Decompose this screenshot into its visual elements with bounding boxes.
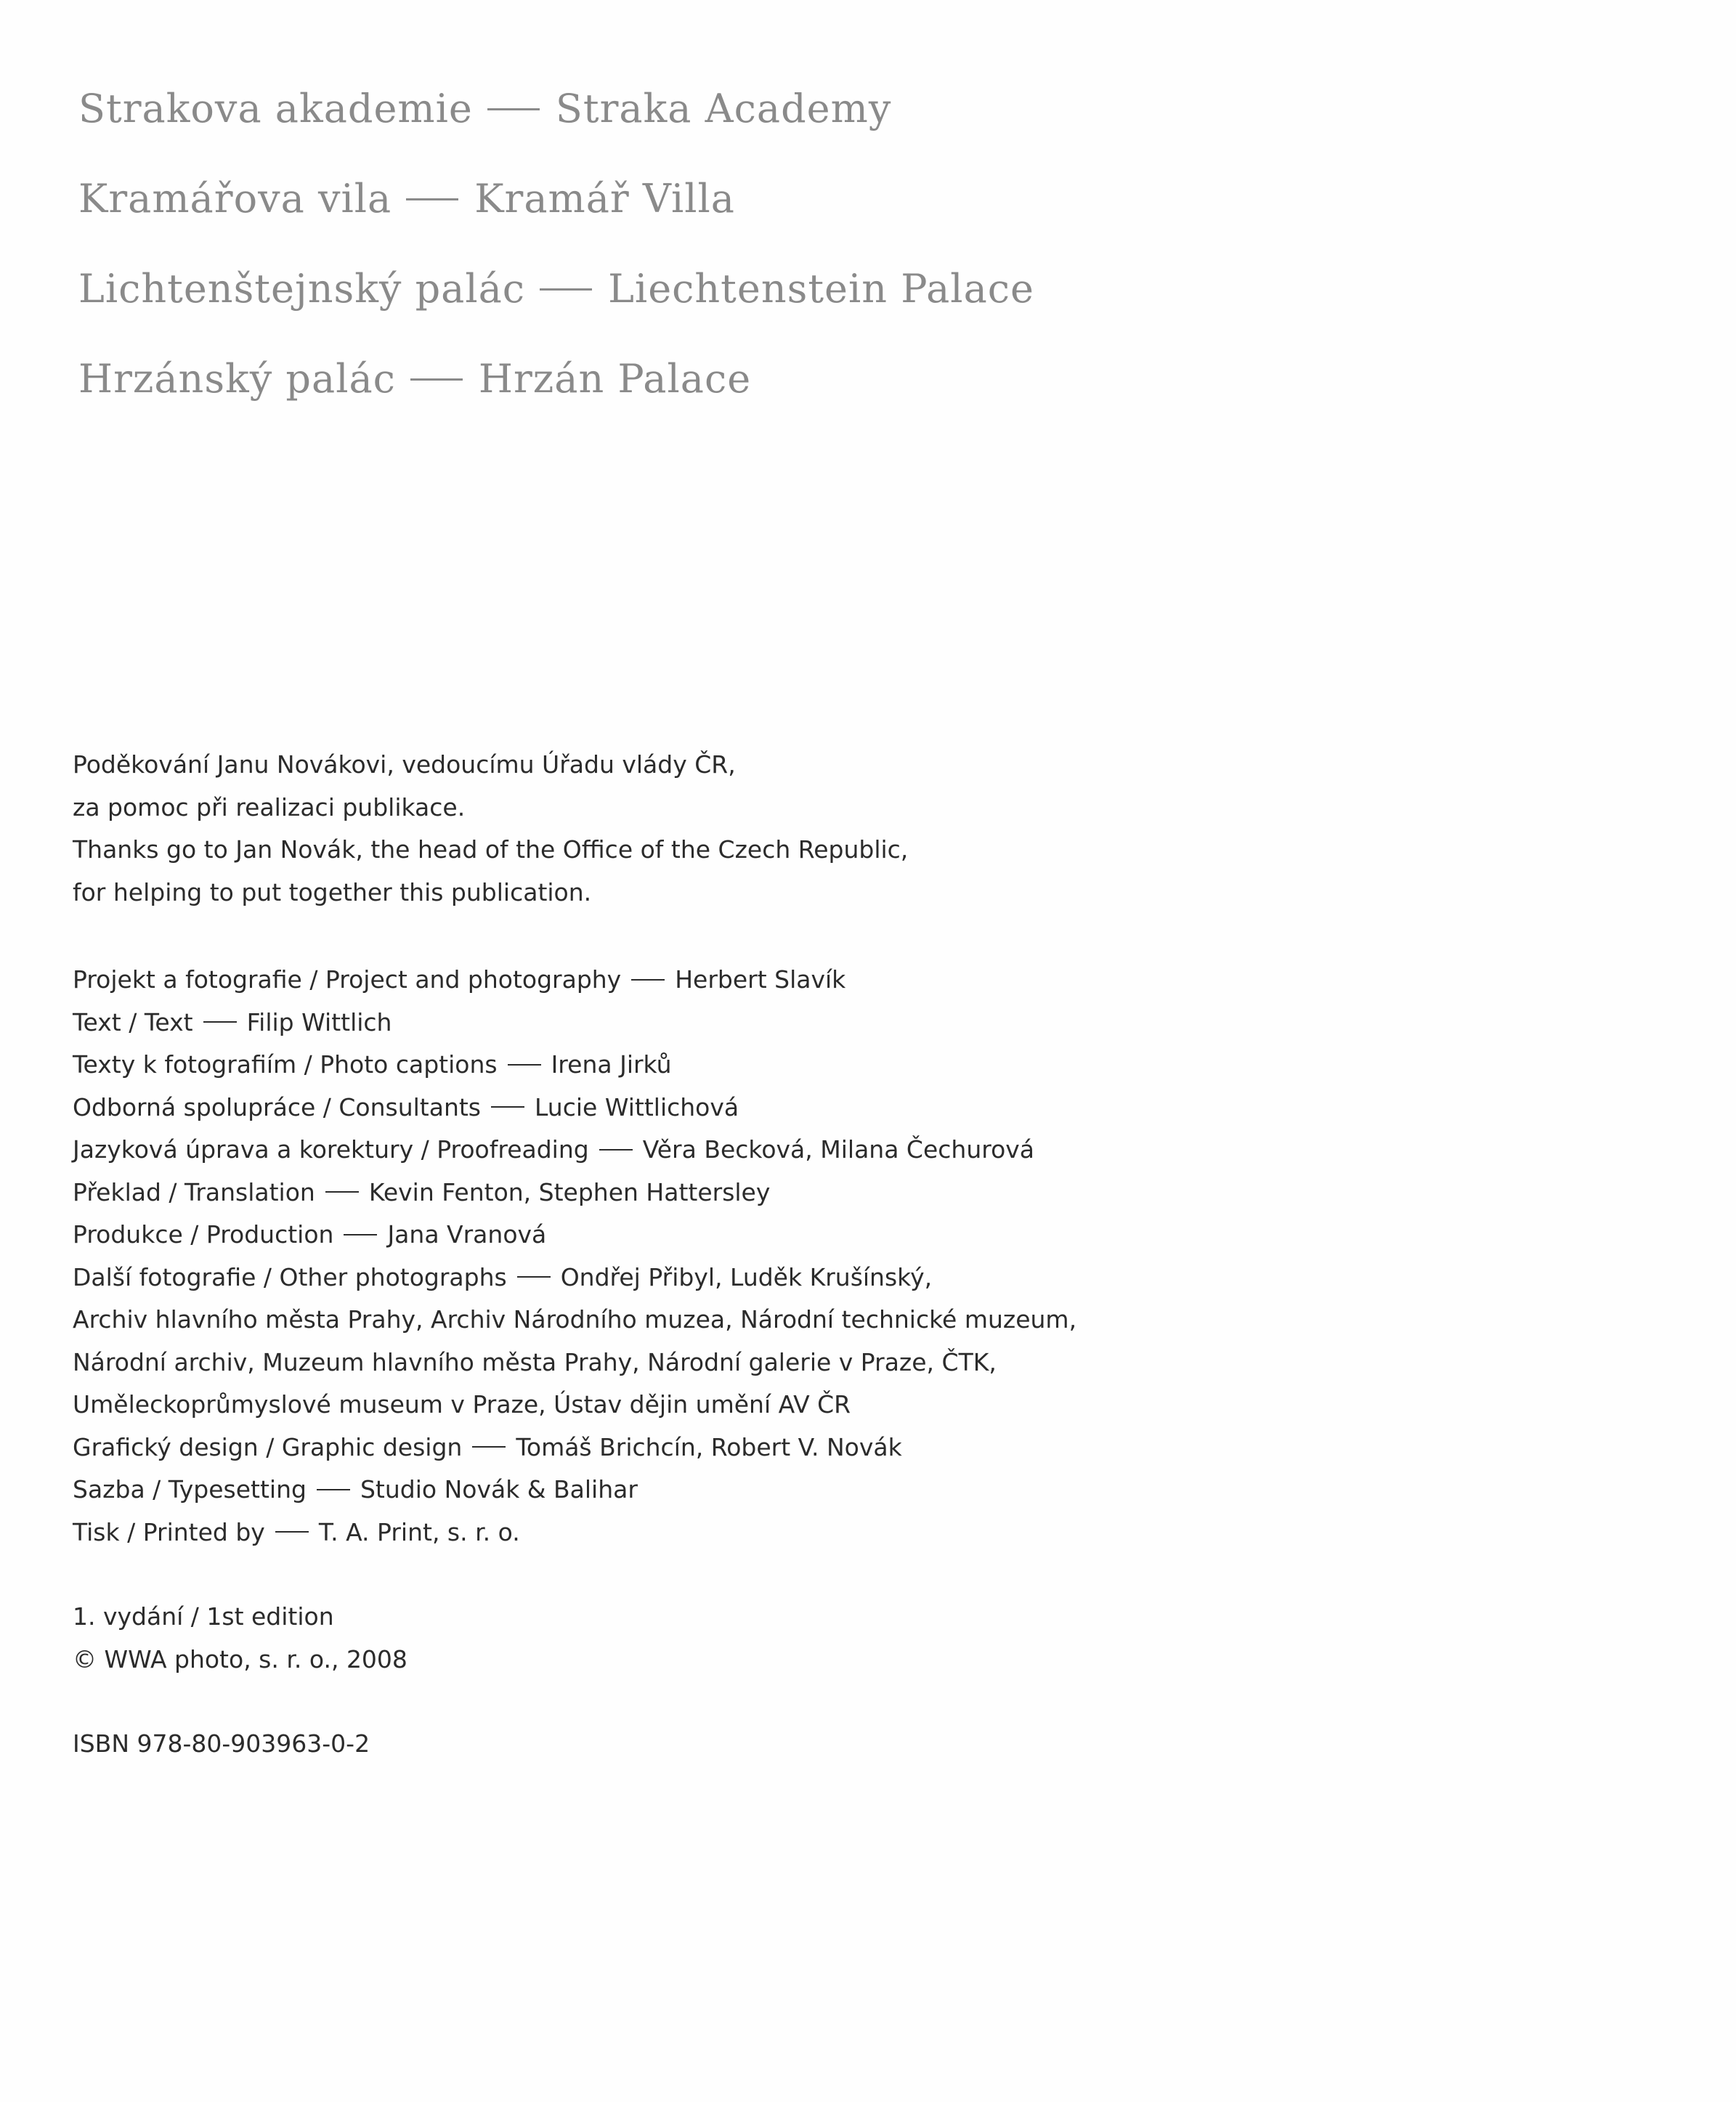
credit-name: Herbert Slavík <box>675 965 846 994</box>
credit-name: Kevin Fenton, Stephen Hattersley <box>368 1177 771 1206</box>
title-line <box>78 73 1034 163</box>
em-dash <box>406 198 458 200</box>
title-line <box>78 343 1034 433</box>
credit-role: Odborná spolupráce / Consultants <box>73 1092 481 1121</box>
credit-role: Texty k fotografiím / Photo captions <box>73 1050 498 1079</box>
credit-role: Tisk / Printed by <box>73 1517 265 1546</box>
em-dash <box>508 1064 541 1066</box>
credit-role: Překlad / Translation <box>73 1177 315 1206</box>
credit-name: Irena Jirků <box>551 1050 672 1079</box>
credit-name: Filip Wittlich <box>246 1007 392 1036</box>
em-dash <box>491 1106 524 1108</box>
credit-name: T. A. Print, s. r. o. <box>318 1517 520 1546</box>
credit-line <box>73 1129 1076 1172</box>
credit-line <box>73 1002 1076 1044</box>
thanks-line: for helping to put together this publication. <box>73 877 592 906</box>
credit-role: Grafický design / Graphic design <box>73 1432 463 1461</box>
credit-name: Lucie Wittlichová <box>535 1092 739 1121</box>
em-dash <box>517 1276 551 1278</box>
copyright: © WWA photo, s. r. o., 2008 <box>73 1644 407 1673</box>
em-dash <box>317 1489 350 1490</box>
em-dash <box>325 1191 359 1193</box>
title-czech: Hrzánský palác <box>78 356 396 402</box>
credit-name: Věra Becková, Milana Čechurová <box>642 1135 1035 1164</box>
credit-continuation: Uměleckoprůmyslové museum v Praze, Ústav dějin umění AV ČR <box>73 1390 851 1419</box>
credit-line <box>73 1087 1076 1129</box>
credit-line <box>73 1214 1076 1257</box>
credit-line <box>73 1511 1076 1554</box>
credit-continuation: Archiv hlavního města Prahy, Archiv Národního muzea, Národní technické muzeum, <box>73 1305 1077 1334</box>
thanks-line: Poděkování Janu Novákovi, vedoucímu Úřadu vlády ČR, <box>73 750 736 779</box>
credit-role: Sazba / Typesetting <box>73 1475 307 1504</box>
isbn: ISBN 978-80-903963-0-2 <box>73 1729 370 1758</box>
credit-name: Jana Vranová <box>387 1220 547 1249</box>
em-dash <box>344 1234 377 1235</box>
credit-role: Text / Text <box>73 1007 193 1036</box>
title-czech: Lichtenštejnský palác <box>78 266 526 312</box>
em-dash <box>487 108 540 110</box>
thanks-line: za pomoc při realizaci publikace. <box>73 792 466 821</box>
em-dash <box>631 979 665 981</box>
title-english: Kramář Villa <box>474 176 735 222</box>
thanks-line: Thanks go to Jan Novák, the head of the Office of the Czech Republic, <box>73 835 909 864</box>
em-dash <box>275 1531 309 1533</box>
credit-name: Studio Novák & Balihar <box>360 1475 638 1504</box>
building-titles <box>78 73 1034 433</box>
em-dash <box>410 378 463 381</box>
title-czech: Strakova akademie <box>78 86 473 131</box>
credit-line <box>73 1469 1076 1511</box>
em-dash <box>203 1021 237 1023</box>
em-dash <box>472 1446 506 1448</box>
credit-line <box>73 959 1076 1002</box>
credit-line <box>73 1427 1076 1469</box>
credit-line <box>73 1257 1076 1299</box>
title-line <box>78 253 1034 343</box>
em-dash <box>599 1149 633 1151</box>
credit-name: Tomáš Brichcín, Robert V. Novák <box>516 1432 902 1461</box>
credit-role: Další fotografie / Other photographs <box>73 1262 507 1291</box>
title-english: Hrzán Palace <box>478 356 752 402</box>
credit-line <box>73 1044 1076 1087</box>
credit-role: Jazyková úprava a korektury / Proofreading <box>73 1135 589 1164</box>
colophon-text <box>73 744 1076 1766</box>
credit-line <box>73 1172 1076 1214</box>
title-english: Straka Academy <box>555 86 892 131</box>
title-line <box>78 163 1034 253</box>
edition: 1. vydání / 1st edition <box>73 1602 334 1631</box>
credit-continuation: Národní archiv, Muzeum hlavního města Prahy, Národní galerie v Praze, ČTK, <box>73 1347 997 1376</box>
credit-name: Ondřej Přibyl, Luděk Krušínský, <box>560 1262 933 1291</box>
title-english: Liechtenstein Palace <box>608 266 1034 312</box>
em-dash <box>540 288 592 291</box>
credit-role: Projekt a fotografie / Project and photography <box>73 965 622 994</box>
title-czech: Kramářova vila <box>78 176 392 222</box>
credit-role: Produkce / Production <box>73 1220 334 1249</box>
